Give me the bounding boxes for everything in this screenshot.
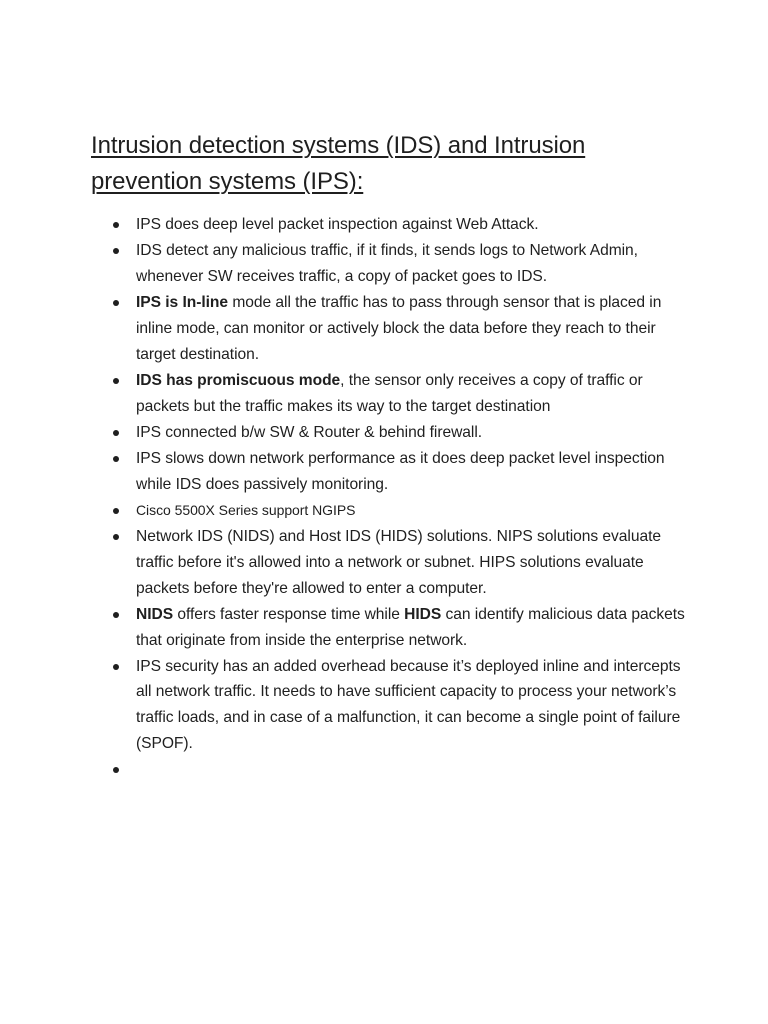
bullet-text: IPS security has an added overhead because it’s deployed inline and intercepts all network traffic. It needs to have sufficient capacity to process your network’s traffic loads, and in case of a malfunction, it can become a single point of failure (SPOF). [136, 657, 681, 753]
bullet-item-9 [91, 602, 691, 654]
bullet-text: mode all the traffic has to pass through sensor that is placed in inline mode, can monitor or actively block the data before they reach to their target destination. [136, 294, 662, 363]
bullet-icon [113, 222, 119, 228]
bullet-icon [113, 430, 119, 436]
bullet-item-8 [91, 524, 691, 601]
bullet-item-4 [91, 368, 691, 420]
bullet-icon [113, 767, 119, 773]
bullet-item-1 [91, 212, 691, 238]
bullet-item-10 [91, 654, 691, 757]
bullet-text: Network IDS (NIDS) and Host IDS (HIDS) solutions. NIPS solutions evaluate traffic before it's allowed into a network or subnet. HIPS solutions evaluate packets before they're allowed to enter a computer. [136, 527, 661, 597]
bullet-item-6 [91, 446, 691, 498]
bullet-item-5 [91, 420, 691, 446]
bullet-bold-text: NIDS [136, 605, 174, 623]
bullet-bold-text: IPS is In-line [136, 294, 229, 312]
bullet-icon [113, 508, 119, 514]
bullet-text: offers faster response time while [173, 605, 405, 623]
bullet-text: Cisco 5500X Series support NGIPS [136, 501, 356, 518]
bullet-icon [113, 248, 119, 254]
bullet-text: IDS detect any malicious traffic, if it finds, it sends logs to Network Admin, whenever SW receives traffic, a copy of packet goes to IDS. [136, 242, 638, 285]
bullet-text: can identify malicious data packets that originate from inside the enterprise network. [136, 605, 685, 649]
bullet-item-empty [91, 757, 691, 783]
bullet-item-3 [91, 290, 691, 367]
document-title: Intrusion detection systems (IDS) and Intrusion prevention systems (IPS): [91, 132, 586, 195]
bullet-icon [113, 534, 119, 540]
bullet-text: IPS connected b/w SW & Router & behind firewall. [136, 423, 483, 441]
bullet-item-7 [91, 498, 691, 524]
bullet-icon [113, 612, 119, 618]
bullet-bold-text: IDS has promiscuous mode [136, 371, 341, 389]
bullet-text: IPS does deep level packet inspection against Web Attack. [136, 216, 539, 233]
bullet-item-2 [91, 238, 691, 290]
bullet-list [91, 212, 691, 783]
bullet-text: , the sensor only receives a copy of traffic or packets but the traffic makes its way to the target destination [136, 371, 643, 415]
bullet-icon [113, 456, 119, 462]
bullet-text: IPS slows down network performance as it does deep packet level inspection while IDS does passively monitoring. [136, 449, 665, 493]
bullet-icon [113, 378, 119, 384]
bullet-icon [113, 300, 119, 306]
bullet-icon [113, 664, 119, 670]
bullet-bold-text: HIDS [404, 605, 442, 623]
